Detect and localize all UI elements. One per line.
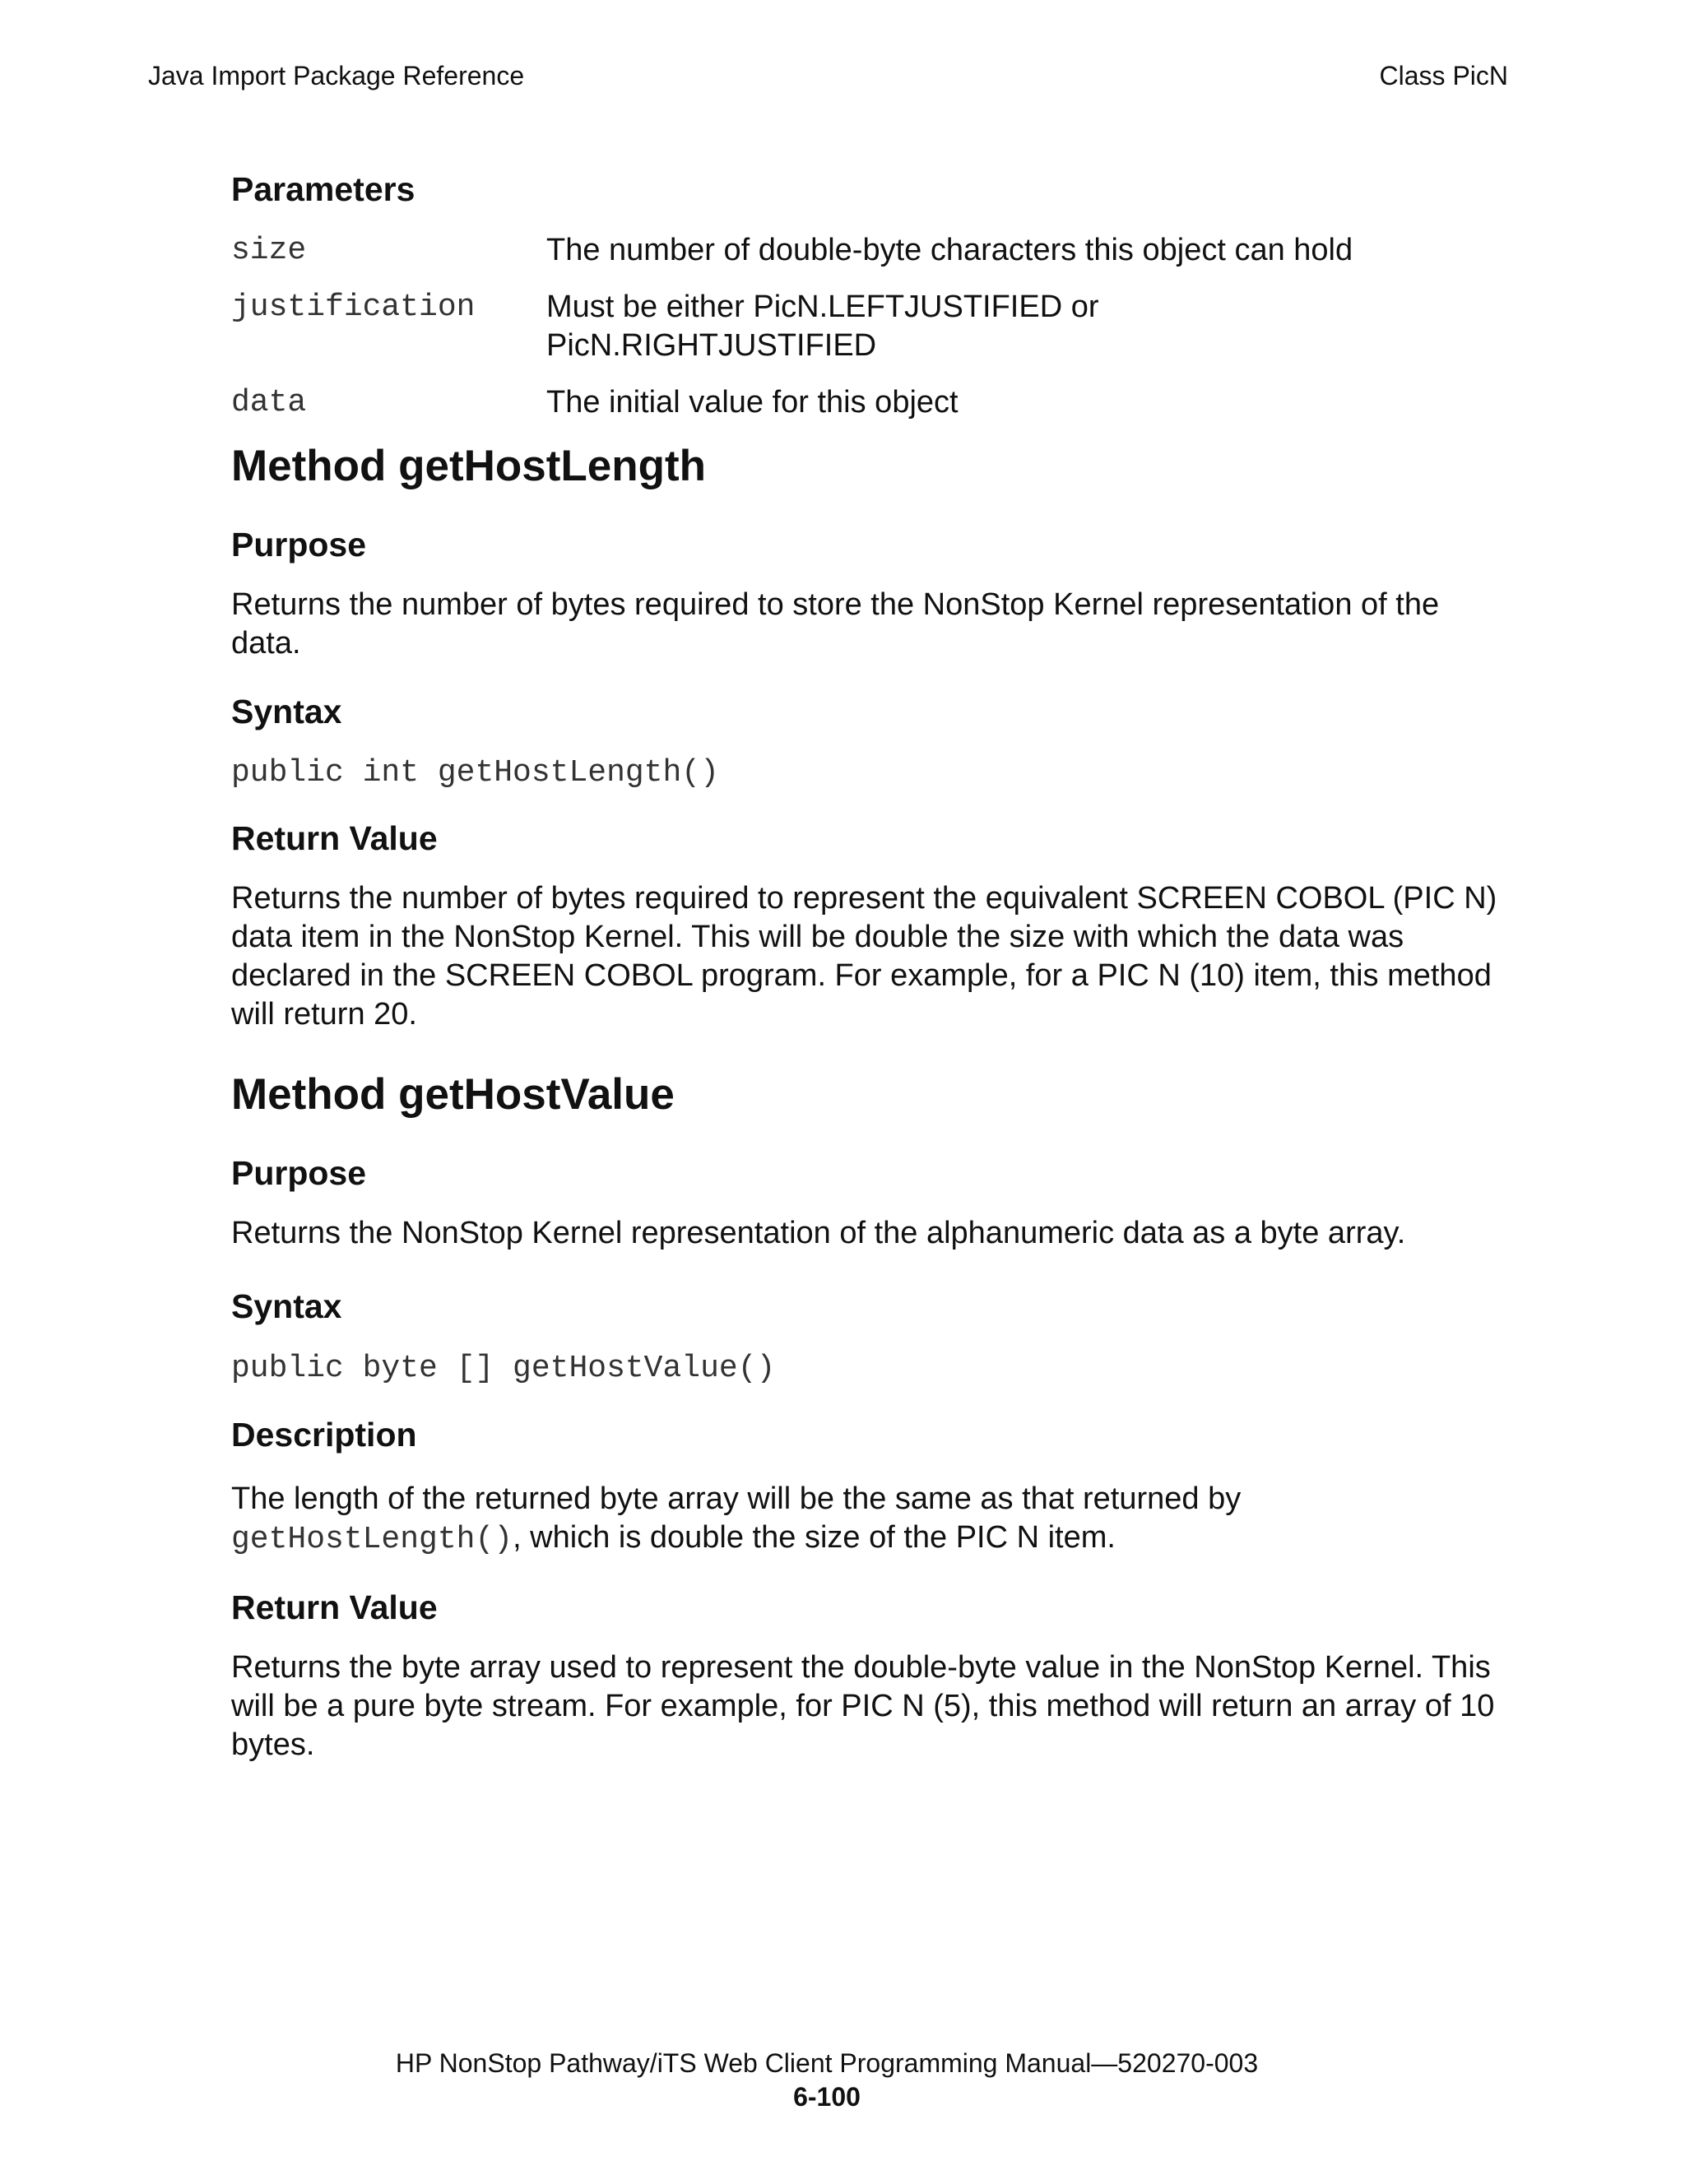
purpose-heading: Purpose xyxy=(231,1154,367,1192)
return-value-heading: Return Value xyxy=(231,819,438,857)
return-value-text: Returns the number of bytes required to represent the equivalent SCREEN COBOL (PIC N) data item in the NonStop Kernel. This will be double the size with which the data was declared in the SCREEN COBOL program. For example, for a PIC N (10) item, this method will return 20. xyxy=(231,881,1497,1032)
param-name: data xyxy=(231,385,307,420)
param-description-line: Must be either PicN.LEFTJUSTIFIED or xyxy=(546,290,1099,324)
syntax-heading: Syntax xyxy=(231,693,342,730)
description-text-part: , which is double the size of the PIC N item. xyxy=(513,1520,1116,1555)
page-number: 6-100 xyxy=(793,2082,861,2112)
description-text xyxy=(231,1480,1515,1559)
param-row xyxy=(231,231,1515,270)
method-title: Method getHostLength xyxy=(231,442,707,490)
page-content xyxy=(231,169,1515,1764)
header-section-title: Class PicN xyxy=(1379,61,1508,90)
page-footer xyxy=(0,2047,1654,2114)
param-description-line: PicN.RIGHTJUSTIFIED xyxy=(546,328,877,363)
return-value-text: Returns the byte array used to represent the double-byte value in the NonStop Kernel. This will be a pure byte stream. For example, for PIC N (5), this method will return an array of 10 bytes. xyxy=(231,1650,1495,1762)
syntax-code: public int getHostLength() xyxy=(231,755,719,791)
method-title: Method getHostValue xyxy=(231,1070,675,1119)
param-description: The initial value for this object xyxy=(546,385,959,420)
syntax-heading: Syntax xyxy=(231,1287,342,1325)
param-description xyxy=(546,288,1492,365)
syntax-code: public byte [] getHostValue() xyxy=(231,1351,776,1386)
purpose-heading: Purpose xyxy=(231,526,367,563)
description-text-part: The length of the returned byte array will be the same as that returned by xyxy=(231,1482,1242,1516)
footer-manual-title: HP NonStop Pathway/iTS Web Client Programming Manual—520270-003 xyxy=(395,2048,1259,2078)
return-value-heading: Return Value xyxy=(231,1588,438,1626)
param-description: The number of double-byte characters this object can hold xyxy=(546,233,1353,267)
description-code: getHostLength() xyxy=(231,1522,513,1557)
purpose-text: Returns the number of bytes required to store the NonStop Kernel representation of the data. xyxy=(231,587,1440,661)
param-name: size xyxy=(231,233,307,268)
page-header xyxy=(148,59,1508,92)
param-name: justification xyxy=(231,290,476,325)
description-heading: Description xyxy=(231,1416,417,1454)
header-doc-title: Java Import Package Reference xyxy=(148,61,525,90)
param-row xyxy=(231,383,1515,422)
parameters-heading: Parameters xyxy=(231,170,415,208)
param-row xyxy=(231,288,1515,365)
purpose-text: Returns the NonStop Kernel representation of the alphanumeric data as a byte array. xyxy=(231,1216,1406,1250)
parameters-table xyxy=(231,231,1515,422)
